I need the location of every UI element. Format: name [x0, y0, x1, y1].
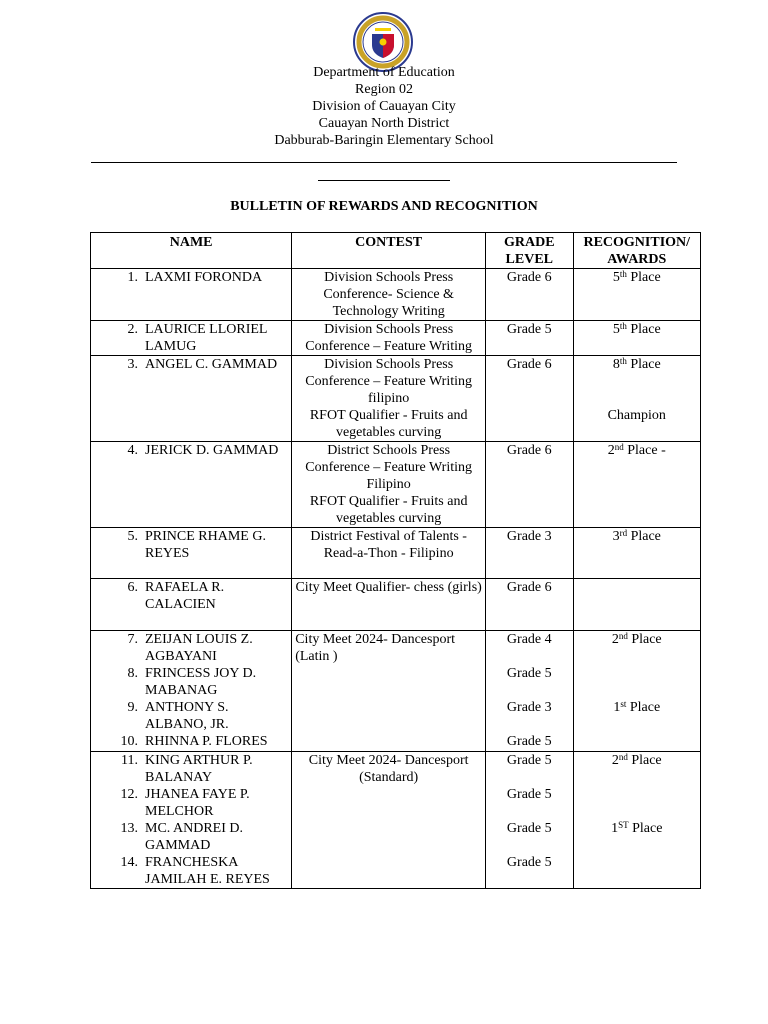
ordinal-suffix: nd	[614, 442, 624, 452]
spacer	[577, 373, 698, 390]
header-line-district: Cauayan North District	[318, 116, 450, 131]
ordinal-suffix: ST	[618, 820, 629, 830]
student-entry	[94, 528, 288, 562]
student-name: LAXMI FORONDA	[145, 270, 263, 285]
entry-number: 11.	[121, 753, 138, 768]
contest-text: District Festival of Talents - Read-a-Thon - Filipino	[310, 529, 467, 561]
award-text: 1st Place	[613, 699, 661, 715]
spacer	[577, 390, 698, 407]
contest-text: District Schools Press Conference – Feature Writing Filipino	[305, 443, 472, 492]
student-name: ANTHONY S. ALBANO, JR.	[145, 700, 229, 732]
contest-text: Division Schools Press Conference – Feature Writing filipino	[305, 357, 472, 406]
student-name: JHANEA FAYE P. MELCHOR	[145, 787, 250, 819]
student-entry	[94, 820, 288, 854]
student-entry	[94, 631, 288, 665]
deped-seal-logo	[353, 12, 413, 72]
cell-name	[91, 752, 292, 889]
cell-contest	[292, 579, 486, 631]
cell-grade	[486, 528, 573, 579]
entry-number: 9.	[127, 700, 138, 715]
table-row	[91, 579, 701, 631]
entry-number: 7.	[127, 632, 138, 647]
cell-contest	[292, 631, 486, 752]
header-line-region: Region 02	[355, 82, 413, 97]
cell-name	[91, 356, 292, 442]
grade-level: Grade 6	[506, 580, 552, 595]
cell-name	[91, 269, 292, 321]
student-entry	[94, 733, 288, 750]
student-entry	[94, 321, 288, 355]
letterhead	[0, 64, 768, 149]
grade-level: Grade 5	[506, 753, 552, 768]
student-name: KING ARTHUR P. BALANAY	[145, 753, 253, 785]
entry-number: 13.	[120, 821, 138, 836]
student-name: PRINCE RHAME G. REYES	[145, 529, 266, 561]
table-row	[91, 752, 701, 889]
cell-contest	[292, 321, 486, 356]
entry-number: 3.	[127, 357, 138, 372]
grade-level: Grade 6	[506, 443, 552, 458]
spacer	[489, 803, 569, 820]
spacer	[489, 769, 569, 786]
rewards-table	[90, 232, 701, 889]
table-row	[91, 631, 701, 752]
cell-grade	[486, 269, 573, 321]
header-divider-short	[318, 180, 450, 181]
cell-award	[573, 631, 701, 752]
entry-number: 6.	[127, 580, 138, 595]
student-entry	[94, 752, 288, 786]
award-text: 5th Place	[612, 321, 661, 337]
table-row	[91, 442, 701, 528]
cell-grade	[486, 631, 573, 752]
award-text: 2nd Place -	[607, 442, 666, 458]
award-text: 8th Place	[612, 356, 661, 372]
table-row	[91, 528, 701, 579]
student-entry	[94, 665, 288, 699]
ordinal-suffix: th	[619, 356, 627, 366]
grade-level: Grade 6	[506, 357, 552, 372]
cell-name	[91, 579, 292, 631]
cell-grade	[486, 752, 573, 889]
award-text: 3rd Place	[612, 528, 661, 544]
spacer	[489, 648, 569, 665]
student-name: ZEIJAN LOUIS Z. AGBAYANI	[145, 632, 253, 664]
cell-name	[91, 631, 292, 752]
contest-text-secondary: RFOT Qualifier - Fruits and vegetables curving	[309, 408, 468, 440]
grade-level: Grade 4	[506, 632, 552, 647]
column-header-name: NAME	[91, 233, 292, 269]
cell-grade	[486, 321, 573, 356]
student-name: FRINCESS JOY D. MABANAG	[145, 666, 257, 698]
entry-number: 14.	[120, 855, 138, 870]
cell-contest	[292, 356, 486, 442]
contest-text: City Meet 2024- Dancesport (Latin )	[295, 632, 456, 664]
contest-text: Division Schools Press Conference – Feature Writing	[305, 322, 472, 354]
student-name: JERICK D. GAMMAD	[145, 443, 279, 458]
student-entry	[94, 699, 288, 733]
contest-text: City Meet 2024- Dancesport (Standard)	[308, 753, 469, 785]
spacer	[577, 648, 698, 665]
spacer	[577, 665, 698, 682]
ordinal-suffix: th	[619, 269, 627, 279]
grade-level: Grade 5	[506, 787, 552, 802]
spacer	[577, 786, 698, 803]
cell-grade	[486, 356, 573, 442]
grade-level: Grade 5	[506, 855, 552, 870]
spacer	[577, 803, 698, 820]
cell-name	[91, 528, 292, 579]
ordinal-suffix: nd	[618, 631, 628, 641]
ordinal-suffix: th	[619, 321, 627, 331]
cell-grade	[486, 579, 573, 631]
grade-level: Grade 3	[506, 700, 552, 715]
cell-name	[91, 321, 292, 356]
award-text-secondary: Champion	[607, 408, 666, 423]
ordinal-suffix: nd	[618, 752, 628, 762]
header-line-school: Dabburab-Baringin Elementary School	[274, 133, 494, 148]
student-name: MC. ANDREI D. GAMMAD	[145, 821, 244, 853]
award-text: 5th Place	[612, 269, 661, 285]
table-row	[91, 269, 701, 321]
contest-text: City Meet Qualifier- chess (girls)	[295, 580, 482, 595]
cell-name	[91, 442, 292, 528]
spacer	[577, 769, 698, 786]
column-header-grade: GRADE LEVEL	[486, 233, 573, 269]
cell-award	[573, 442, 701, 528]
document-title: BULLETIN OF REWARDS AND RECOGNITION	[230, 199, 538, 214]
grade-level: Grade 5	[506, 821, 552, 836]
spacer	[489, 837, 569, 854]
award-text: 1ST Place	[611, 820, 663, 836]
entry-number: 5.	[127, 529, 138, 544]
student-name: RHINNA P. FLORES	[145, 734, 268, 749]
ordinal-suffix: st	[620, 699, 627, 709]
header-divider	[91, 162, 677, 163]
student-entry	[94, 579, 288, 613]
spacer	[489, 716, 569, 733]
student-name: ANGEL C. GAMMAD	[145, 357, 278, 372]
student-name: RAFAELA R. CALACIEN	[145, 580, 225, 612]
header-line-department: Department of Education	[313, 65, 455, 80]
table-body	[91, 269, 701, 889]
column-header-awards: RECOGNITION/ AWARDS	[573, 233, 701, 269]
header-line-division: Division of Cauayan City	[312, 99, 456, 114]
cell-award	[573, 579, 701, 631]
student-entry	[94, 854, 288, 888]
cell-award	[573, 356, 701, 442]
cell-contest	[292, 752, 486, 889]
table-header-row	[91, 233, 701, 269]
cell-contest	[292, 528, 486, 579]
cell-grade	[486, 442, 573, 528]
table-row	[91, 356, 701, 442]
column-header-contest: CONTEST	[292, 233, 486, 269]
entry-number: 12.	[120, 787, 138, 802]
entry-number: 4.	[127, 443, 138, 458]
cell-contest	[292, 269, 486, 321]
entry-number: 8.	[127, 666, 138, 681]
table-row	[91, 321, 701, 356]
cell-award	[573, 269, 701, 321]
spacer	[577, 682, 698, 699]
cell-award	[573, 321, 701, 356]
entry-number: 1.	[127, 270, 138, 285]
student-name: LAURICE LLORIEL LAMUG	[145, 322, 267, 354]
cell-award	[573, 528, 701, 579]
grade-level: Grade 5	[506, 734, 552, 749]
entry-number: 2.	[127, 322, 138, 337]
cell-award	[573, 752, 701, 889]
student-entry	[94, 356, 288, 373]
student-entry	[94, 786, 288, 820]
award-text: 2nd Place	[611, 752, 662, 768]
grade-level: Grade 5	[506, 322, 552, 337]
grade-level: Grade 5	[506, 666, 552, 681]
grade-level: Grade 3	[506, 529, 552, 544]
contest-text-secondary: RFOT Qualifier - Fruits and vegetables curving	[309, 494, 468, 526]
student-name: FRANCHESKA JAMILAH E. REYES	[145, 855, 270, 887]
cell-contest	[292, 442, 486, 528]
entry-number: 10.	[120, 734, 138, 749]
contest-text: Division Schools Press Conference- Science & Technology Writing	[323, 270, 454, 319]
spacer	[489, 682, 569, 699]
award-text: 2nd Place	[611, 631, 662, 647]
ordinal-suffix: rd	[619, 528, 628, 538]
grade-level: Grade 6	[506, 270, 552, 285]
student-entry	[94, 442, 288, 459]
student-entry	[94, 269, 288, 286]
